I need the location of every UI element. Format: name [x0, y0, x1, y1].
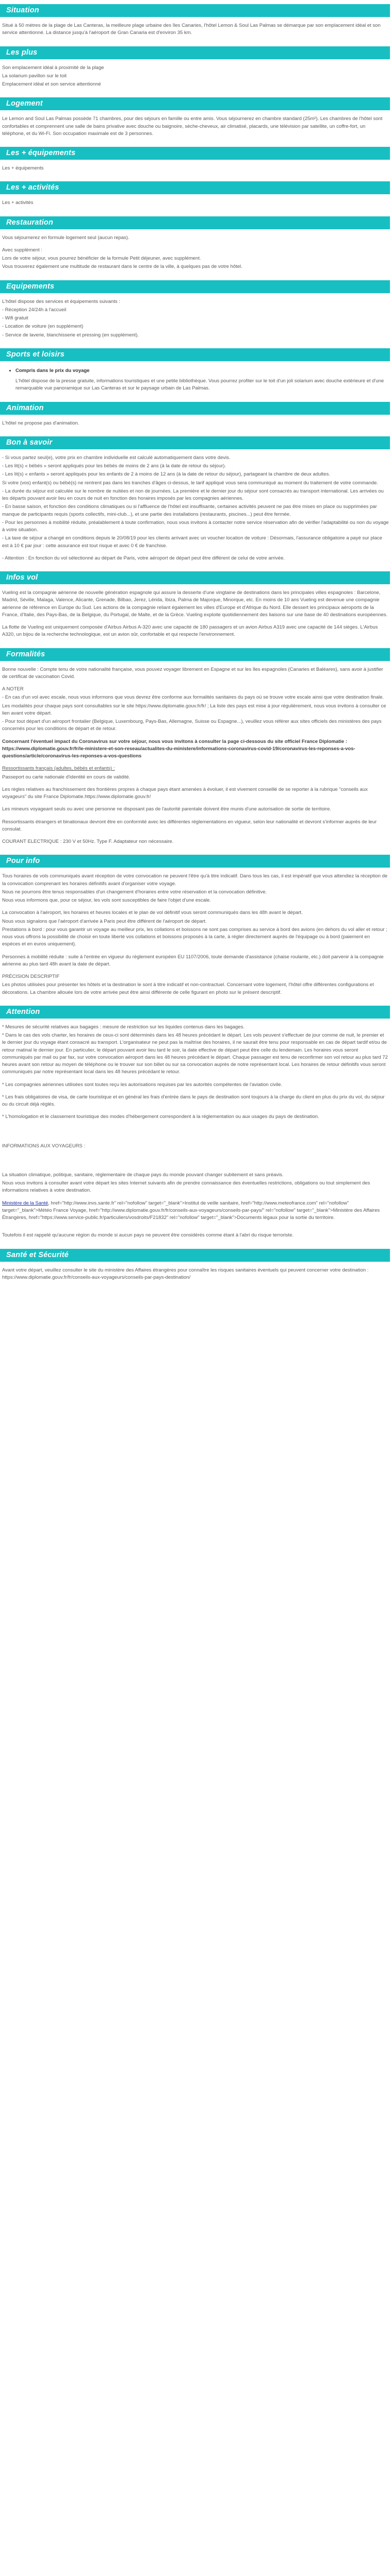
restauration-line-3: Lors de votre séjour, vous pourrez bénéficier de la formule Petit déjeuner, avec supplément. [2, 256, 201, 261]
section-title-equipements-plus: Les + équipements [0, 147, 390, 160]
attention-p4: * Les frais obligatoires de visa, de carte touristique et en général les frais d'entrée dans le pays de destination sont toujours à la charge du client en plus du prix du vol, du séjour ou du circuit déjà réglés. [2, 1094, 385, 1107]
infos-vol-p1: Vueling est la compagnie aérienne de nouvelle génération espagnole qui assure la desserte d'une vingtaine de destinations dans les principales villes espagnoles : Barcelone, Madrid, Séville, Malaga, Valence, Alicante, Grenade, Bilbao, Jerez, Lérida, Ibiza, Palma de Majorque, Minorque, etc. En moins de 10 ans Vueling est devenue une compagnie aérienne de référence en Europe du Sud. Les actions de la compagnie reliant également les villes d'Europe et d'Afrique du Nord. Elle dessert les principaux aéroports de la France, d'Italie, des Pays-Bas, de la Belgique, du Portugal, de Malte, et de la Grèce. Vueling exploite quotidiennement des liaisons sur une base de 40 destinations européennes. [2, 590, 388, 618]
sports-bullet-compris: • Compris dans le prix du voyage [15, 367, 389, 375]
formalites-p2: - En cas d'un vol avec escale, nous vous informons que vous devrez être conforme aux formalités sanitaires du pays où se trouve votre escale ainsi que votre destination finale. [2, 694, 384, 701]
bon-a-savoir-p3: - Les lit(s) « enfants » seront appliqués pour les enfants de 2 à moins de 12 ans (à la date de retour du séjour), partageant la chambre de deux adultes. [2, 471, 330, 478]
equipements-line-4: - Location de voiture (en supplément) [2, 324, 84, 330]
section-title-sante: Santé et Sécurité [0, 1249, 390, 1262]
section-title-activites-plus: Les + activités [0, 181, 390, 194]
section-title-pour-info: Pour info [0, 855, 390, 868]
section-infos-vol [0, 571, 391, 648]
pour-info-p3: Nous vous informons que, pour ce séjour, les vols sont susceptibles de faire l'objet d'une escale. [2, 897, 211, 903]
section-sports [0, 348, 391, 402]
pour-info-p5: Nous vous signalons que l'aéroport d'arrivée à Paris peut être différent de l'aéroport de départ. [2, 918, 207, 924]
attention-p9 [2, 1200, 389, 1222]
section-logement [0, 97, 391, 147]
attention-p1: * Mesures de sécurité relatives aux bagages : mesure de restriction sur les liquides contenus dans les bagages. [2, 1024, 245, 1030]
attention-p8: Nous vous invitons à consulter avant votre départ les sites Internet suivants afin de prendre connaissance des éventuelles restrictions, obligations ou tout simplement des informations relatives à votre destination. [2, 1180, 370, 1194]
pour-info-p1: Tous horaires de vols communiqués avant réception de votre convocation ne peuvent l'être qu'à titre indicatif. Dans tous les cas, il est impératif que vous attendiez la réception de la convocation comprenant les horaires définitifs avant d'organiser votre voyage. [2, 873, 388, 887]
section-pour-info [0, 855, 391, 1006]
attention-p10: Toutefois il est rappelé qu'aucune région du monde si aucun pays ne peuvent être considérés comme étant à l'abri du risque terroriste. [2, 1232, 294, 1239]
bon-a-savoir-p7: - Pour les personnes à mobilité réduite, préalablement à toute confirmation, nous vous invitons à contacter notre service réservation afin de vérifier l'adaptabilité ou non du voyage à votre situation. [2, 519, 389, 533]
formalites-p3: Les modalités pour chaque pays sont consultables sur le site https://www.diplomatie.gouv.fr/fr/ ; La liste des pays est mise à jour régulièrement, nous vous invitons à consulter ce lien avant votre départ. [2, 703, 386, 716]
sports-text: L'hôtel dispose de la presse gratuite, informations touristiques et une petite bibliothèque. Vous pourrez profiter sur le toit d'un joli solarium avec douche extérieure et d'une remarquable vue panoramique sur Las Canteras et sur le paysage urbain de Las Palmas. [15, 378, 384, 392]
section-title-animation: Animation [0, 402, 390, 415]
attention-p5: * L'homologation et le classement touristique des modes d'hébergement correspondent à la réglementation ou aux usages du pays de destination. [2, 1114, 319, 1120]
plus-line-3: Emplacement idéal et son service attentionné [2, 81, 101, 87]
pour-info-p7: Personnes à mobilité réduite : suite à l'entrée en vigueur du règlement européen EU 1107/2006, toute demande d'assistance (chaise roulante, etc.) doit parvenir à la compagnie aérienne au plus tard 48h avant la date de départ. [2, 954, 384, 967]
bon-a-savoir-p6: - En basse saison, et fonction des conditions climatiques ou si l'affluence de l'hôtel est insuffisante, certaines activités peuvent ne pas être mises en place ou supprimées par manque de participants requis (sports collectifs, mini-club...), et une partie des installations (restaurants, piscines...) peut être fermée. [2, 504, 377, 517]
section-animation [0, 402, 391, 436]
formalites-p8: Les règles relatives au franchissement des frontières propres à chaque pays étant amenées à évoluer, il est vivement conseillé de se reporter à la rubrique "conseils aux voyageurs" du site France Diplomatie.https://www.diplomatie.gouv.fr/ [2, 786, 368, 800]
section-title-situation: Situation [0, 4, 390, 17]
section-attention [0, 1006, 391, 1249]
plus-line-2: La solarium pavillon sur le toit [2, 73, 67, 79]
activites-plus-text: Les + activités [2, 200, 34, 206]
restauration-line-2: Avec supplément : [2, 247, 42, 253]
equipements-line-3: - Wifi gratuit [2, 315, 28, 321]
bon-a-savoir-p4: Si votre (vos) enfant(s) ou bébé(s) ne rentrent pas dans les tranches d'âges ci-dessus, le tarif appliqué vous sera communiqué au moment du traitement de votre commande. [2, 480, 378, 486]
attention-p7: La situation climatique, politique, sanitaire, réglementaire de chaque pays du monde pouvant changer subitement et sans préavis. [2, 1172, 284, 1178]
section-sante [0, 1249, 391, 1291]
pour-info-p6: Prestations à bord : pour vous garantir un voyage au meilleur prix, les collations et boissons ne sont pas comprises au service à bord des avions (en dehors du vol aller et retour ; nous vous offrons la possibilité de choisir en toute liberté vos collations et boissons proposés à la carte, à régler directement auprès de l'équipage ou à bord (paiement en espèces et en euros uniquement). [2, 926, 387, 947]
section-title-equipements: Equipements [0, 280, 390, 293]
pour-info-p9: Les photos utilisées pour présenter les hôtels et la destination le sont à titre indicatif et non-contractuel. Concernant votre logement, l'hôtel offre différentes configurations et décorations. La chambre allouée lors de votre arrivée peut être ainsi différente de celle figurant en photo sur le présent descriptif. [2, 982, 374, 995]
logement-text: Le Lemon and Soul Las Palmas possède 71 chambres, pour des séjours en famille ou entre amis. Vous séjournerez en chambre standard (25m²). Les chambres de l'hôtel sont confortables et comprennent une salle de bains privative avec douche ou baignoire, sèche-cheveux, air climatisé, placards, une télévision par satellite, un coffre-fort, un téléphone, et du Wi-Fi. Son occupation maximale est de 3 personnes. [2, 116, 383, 137]
bon-a-savoir-p1: - Si vous partez seul(e), votre prix en chambre individuelle est calculé automatiquement dans votre devis. [2, 454, 231, 461]
pour-info-p4: La convocation à l'aéroport, les horaires et heures locales et le plan de vol définitif vous seront communiqués dans les 48h avant le départ. [2, 910, 303, 916]
sante-p1: Avant votre départ, veuillez consulter le site du ministère des Affaires étrangères pour connaître les risques sanitaires éventuels qui peuvent concerner votre destination : https://www.diplomatie.gouv.fr/fr/conseils-aux-voyageurs/conseils-par-pays-destination/ [2, 1267, 369, 1280]
animation-text: L'hôtel ne propose pas d'animation. [2, 420, 79, 426]
section-title-infos-vol: Infos vol [0, 571, 390, 584]
attention-p2: * Dans le cas des vols charter, les horaires de ceux-ci sont déterminés dans les 48 heures précédant le départ. Les vols peuvent s'effectuer de jour comme de nuit, le premier et le dernier jour du voyage étant consacré au transport. L'organisateur ne peut pas la maîtrise des horaires, il ne saurait être tenu pour responsable en cas de départ tardif et/ou de retour matinal le dernier jour. En particulier, le départ pouvant avoir lieu tard le soir, la date effective de départ peut être celle du lendemain. Les horaires vous seront communiqués par mail ou par fax, sur votre convocation aéroport dans les 48 heures précédant le départ. Chaque passager est tenu de reconfirmer son vol retour au plus tard 72 heures avant son retour au moyen de téléphone ou le trouver sur son billet ou sur sa convocation auprès de notre représentant local. Les horaires de retour définitifs vous seront communiqués par notre représentant local dans les 48 heures précédant le retour. [2, 1032, 388, 1075]
equipements-line-2: - Réception 24/24h à l'accueil [2, 307, 67, 313]
section-equipements [0, 280, 391, 348]
equipements-plus-text: Les + équipements [2, 165, 44, 171]
section-restauration [0, 216, 391, 280]
sports-bullet-list [2, 367, 389, 375]
formalites-p5: Concernant l'éventuel impact du Coronavirus sur votre séjour, nous vous invitons à consulter la page ci-dessous du site officiel France Diplomatie : https://www.diplomatie.gouv.fr/fr/le-ministere-et-son-reseau/actualites-du-ministere/informations-coronavirus-covid-19/coronavirus-les-reponses-a-vos-questions/article/coronavirus-les-reponses-a-vos-questions [2, 738, 355, 759]
bon-a-savoir-p2: - Les lit(s) « bébés » seront appliqués pour les bébés de moins de 2 ans (à la date de retour du séjour). [2, 463, 226, 469]
section-title-logement: Logement [0, 97, 390, 110]
formalites-p10: Ressortissants étrangers et binationaux devront être en conformité avec les différentes réglementations en vigueur, selon leur nationalité et devront s'informer auprès de leur consulat. [2, 819, 377, 832]
section-title-restauration: Restauration [0, 216, 390, 229]
attention-p9-text: , href="http://www.invs.sante.fr" rel="nofollow" target="_blank">Institut de veille sanitaire, href="http://www.meteofrance.com" rel="nofollow" target="_blank">Météo France Voyage, href="http://www.diplomatie.gouv.fr/fr/conseils-aux-voyageurs/conseils-par-pays/" rel="nofollow" target="_blank">Ministère des Affaires Étrangères, href="https://www.service-public.fr/particuliers/vosdroits/F21832" rel="nofollow" target="_blank">Documents légaux pour la sortie du territoire. [2, 1200, 380, 1221]
section-formalites [0, 648, 391, 855]
section-title-sports: Sports et loisirs [0, 348, 390, 361]
section-title-plus: Les plus [0, 46, 390, 59]
section-title-bon-a-savoir: Bon à savoir [0, 436, 390, 449]
pour-info-p8: PRÉCISION DESCRIPTIF [2, 974, 60, 979]
section-bon-a-savoir [0, 436, 391, 571]
equipements-line-5: - Service de laverie, blanchisserie et pressing (en supplément). [2, 332, 139, 338]
section-equipements-plus [0, 147, 391, 181]
plus-line-1: Son emplacement idéal à proximité de la plage [2, 64, 104, 71]
ministere-sante-link[interactable]: Ministère de la Santé [2, 1200, 48, 1206]
formalites-p4: - Pour tout départ d'un aéroport frontalier (Belgique, Luxembourg, Pays-Bas, Allemagne, Suisse ou Espagne...), veuillez vous référer aux sites officiels des ministères des pays concernés pour les conditions de départ et de retour. [2, 719, 382, 732]
section-activites-plus [0, 181, 391, 216]
section-plus [0, 46, 391, 98]
formalites-p9: Les mineurs voyageant seuls ou avec une personne ne disposant pas de l'autorité parentale doivent être munis d'une autorisation de sortie de territoire. [2, 806, 331, 812]
restauration-line-1: Vous séjournerez en formule logement seul (aucun repas). [2, 234, 129, 241]
attention-p6: INFORMATIONS AUX VOYAGEURS : [2, 1143, 86, 1149]
restauration-line-4: Vous trouverez également une multitude de restaurant dans le centre de la ville, à quelques pas de votre hôtel. [2, 264, 242, 270]
bon-a-savoir-p9: - Attention : En fonction du vol sélectionné au départ de Paris, votre aéroport de départ peut être différent de celui de votre arrivée. [2, 555, 285, 561]
formalites-p11: COURANT ELECTRIQUE : 230 V et 50Hz. Type F. Adaptateur non nécessaire. [2, 839, 174, 844]
section-title-formalites: Formalités [0, 648, 390, 661]
formalites-p6: Ressortissants français (adultes, bébés et enfants) : [2, 766, 115, 772]
bon-a-savoir-p8: - La taxe de séjour a changé en conditions depuis le 20/08/19 pour les clients arrivant avec un voucher location de voiture : Désormais, l'assurance obligatoire a payé sur place est à 10 € par jour : cette assurance est tout risque et avec 0 € de franchise. [2, 535, 382, 549]
bon-a-savoir-p5: - La durée du séjour est calculée sur le nombre de nuitées et non de journées. La première et le dernier jour du séjour sont consacrés au transport international. Les arrivées ou les départs pouvant avoir lieu en cours de nuit en fonction des horaires imposés par les compagnies aériennes. [2, 488, 384, 501]
formalites-p1: Bonne nouvelle : Compte tenu de votre nationalité française, vous pouvez voyager librement en Espagne et sur les îles espagnoles (Canaries et Baléares), sans avoir à justifier de certificat de vaccination Covid. [2, 666, 383, 680]
infos-vol-p2: La flotte de Vueling est uniquement composée d'Airbus Airbus A-320 avec une capacité de 180 passagers et un avion Airbus A319 avec une capacité de 144 sièges. L'Airbus A320, un bijou de la recherche technologique, est un avion sûr, confortable et qui respecte l'environnement. [2, 624, 378, 638]
section-situation [0, 4, 391, 46]
equipements-line-1: L'hôtel dispose des services et équipements suivants : [2, 298, 120, 304]
formalites-a-noter: A NOTER [2, 686, 24, 692]
formalites-p7: Passeport ou carte nationale d'identité en cours de validité. [2, 774, 131, 780]
pour-info-p2: Nous ne pourrons être tenus responsables d'un changement d'horaires entre votre réservation et la convocation définitive. [2, 889, 267, 895]
situation-text: Situé à 50 mètres de la plage de Las Canteras, la meilleure plage urbaine des îles Canaries, l'hôtel Lemon & Soul Las Palmas se démarque par son emplacement idéal et son service attentionné. La distance jusqu'à l'aéroport de Gran Canaria est d'environ 35 km. [2, 23, 381, 36]
section-title-attention: Attention [0, 1006, 390, 1019]
attention-p3: * Les compagnies aériennes utilisées sont toutes reçu les autorisations requises par les autorités compétentes de l'aviation civile. [2, 1081, 283, 1088]
